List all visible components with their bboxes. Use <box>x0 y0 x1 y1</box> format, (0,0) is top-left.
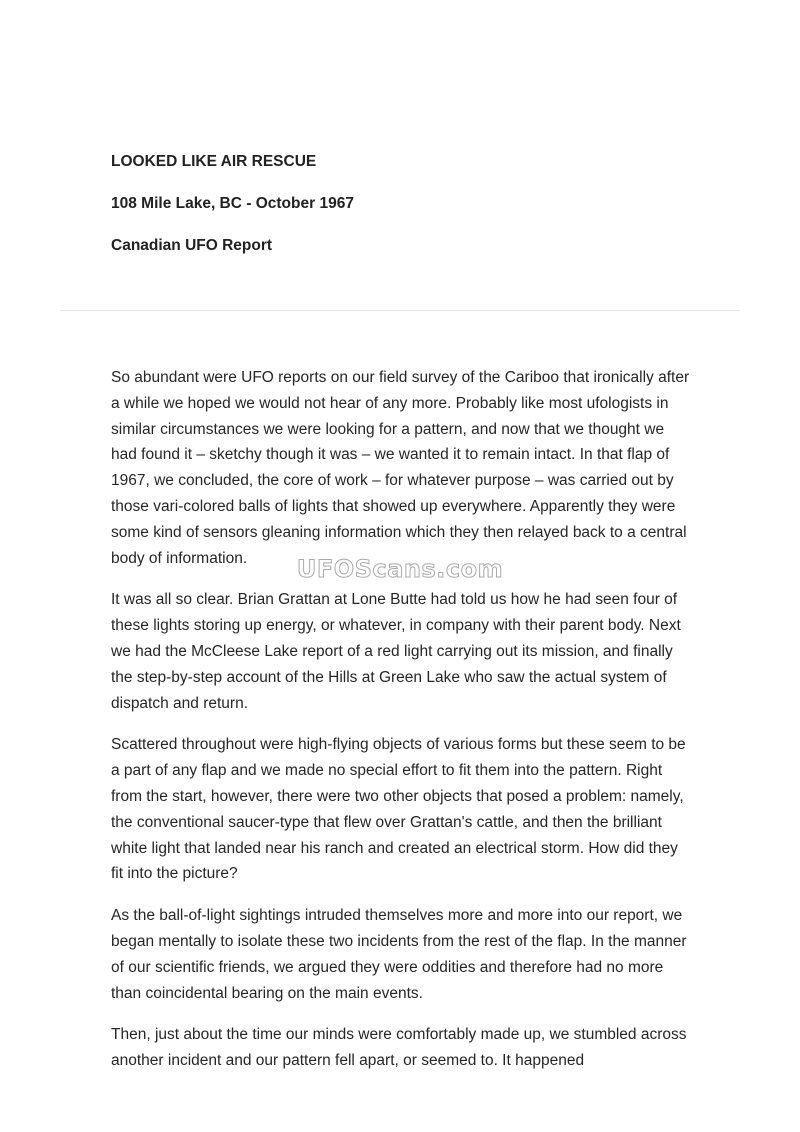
source-name: Canadian UFO Report <box>111 237 273 254</box>
paragraph: It was all so clear. Brian Grattan at Lone Butte had told us how he had seen four of these lights storing up energy, or whatever, in company with their parent body. Next we had the McCleese Lake report of a red light carrying out its mission, and finally the step-by-step account of the Hills at Green Lake who saw the actual system of dispatch and return. <box>111 591 681 712</box>
paragraph: As the ball-of-light sightings intruded themselves more and more into our report, we began mentally to isolate these two incidents from the rest of the flap. In the manner of our scientific friends, we argued they were oddities and therefore had no more than coincidental bearing on the main events. <box>111 907 687 1002</box>
header-divider <box>60 310 740 311</box>
watermark: UFOScans.com <box>296 555 504 583</box>
paragraph: So abundant were UFO reports on our field survey of the Cariboo that ironically after a while we hoped we would not hear of any more. Probably like most ufologists in similar circumstances we were looking for a pattern, and now that we thought we had found it – sketchy though it was – we wanted it to remain intact. In that flap of 1967, we concluded, the core of work – for whatever purpose – was carried out by those vari-colored balls of lights that showed up everywhere. Apparently they were some kind of sensors gleaning information which they then relayed back to a central body of information. <box>111 369 690 567</box>
paragraph: Then, just about the time our minds were comfortably made up, we stumbled across another incident and our pattern fell apart, or seemed to. It happened <box>111 1026 687 1070</box>
article-body <box>111 365 691 1090</box>
article-title: LOOKED LIKE AIR RESCUE <box>111 153 317 170</box>
paragraph: Scattered throughout were high-flying objects of various forms but these seem to be a part of any flap and we made no special effort to fit them into the pattern. Right from the start, however, there were two other objects that posed a problem: namely, the conventional saucer-type that flew over Grattan's cattle, and then the brilliant white light that landed near his ranch and created an electrical storm. How did they fit into the picture? <box>111 736 686 883</box>
location-date: 108 Mile Lake, BC - October 1967 <box>111 195 354 212</box>
